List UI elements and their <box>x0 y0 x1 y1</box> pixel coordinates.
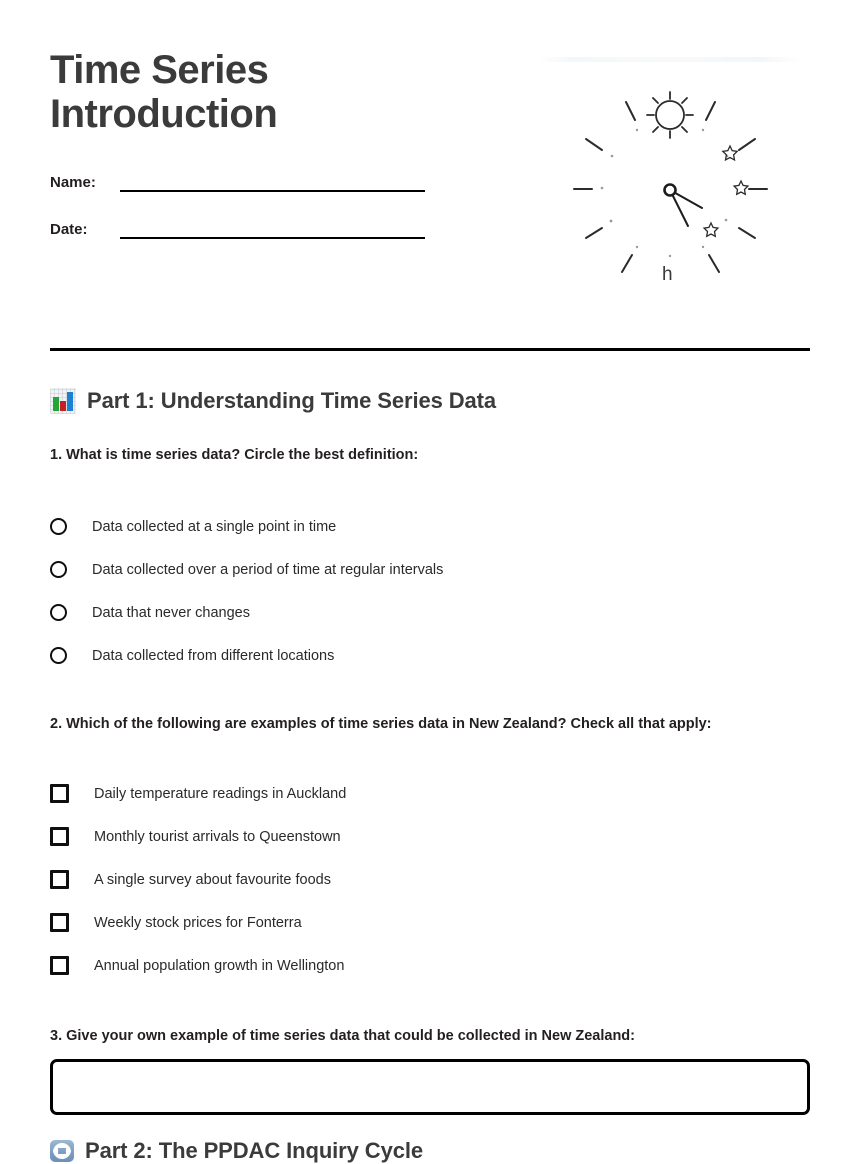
cycle-arrows-icon <box>50 1140 74 1162</box>
checkbox-option-1[interactable] <box>50 772 346 815</box>
radio-circle-icon[interactable] <box>50 561 67 578</box>
part1-heading <box>50 388 496 414</box>
radio-option-4[interactable] <box>50 634 443 677</box>
checkbox-square-icon[interactable] <box>50 827 69 846</box>
date-input-line[interactable] <box>120 218 425 239</box>
checkbox-option-5[interactable] <box>50 944 346 987</box>
checkbox-square-icon[interactable] <box>50 784 69 803</box>
radio-option-1[interactable] <box>50 505 443 548</box>
question-1-options <box>50 505 443 677</box>
question-2-prompt: 2. Which of the following are examples of time series data in New Zealand? Check all that apply: <box>50 716 712 732</box>
clock-illustration-svg <box>530 40 820 310</box>
radio-circle-icon[interactable] <box>50 518 67 535</box>
question-2-options <box>50 772 346 987</box>
clock-hands <box>670 190 702 226</box>
checkbox-square-icon[interactable] <box>50 870 69 889</box>
faint-banner-smudge <box>538 57 801 62</box>
section-divider <box>50 348 810 351</box>
part1-heading-text: Part 1: Understanding Time Series Data <box>87 388 497 413</box>
clock-hour-letter: h <box>662 264 673 285</box>
clock-center-dot <box>665 185 676 196</box>
checkbox-square-icon[interactable] <box>50 913 69 932</box>
checkbox-option-1-label: Daily temperature readings in Auckland <box>94 785 347 802</box>
radio-option-2[interactable] <box>50 548 443 591</box>
radio-option-1-label: Data collected at a single point in time <box>92 518 337 535</box>
checkbox-option-2[interactable] <box>50 815 346 858</box>
checkbox-option-5-label: Annual population growth in Wellington <box>94 957 345 974</box>
star-icon-group <box>704 146 748 236</box>
name-label: Name: <box>50 174 96 191</box>
checkbox-option-3-label: A single survey about favourite foods <box>94 871 331 888</box>
radio-option-4-label: Data collected from different locations <box>92 647 335 664</box>
question-1-prompt: 1. What is time series data? Circle the best definition: <box>50 447 419 463</box>
part2-heading <box>50 1138 423 1164</box>
radio-circle-icon[interactable] <box>50 604 67 621</box>
name-field-row <box>50 162 425 192</box>
page-title: Time Series Introduction <box>50 48 278 136</box>
radio-option-3-label: Data that never changes <box>92 604 250 621</box>
worksheet-header <box>50 48 520 238</box>
sun-icon <box>647 92 693 138</box>
checkbox-option-4[interactable] <box>50 901 346 944</box>
checkbox-option-2-label: Monthly tourist arrivals to Queenstown <box>94 828 341 845</box>
date-label: Date: <box>50 221 88 238</box>
date-field-row <box>50 209 425 239</box>
checkbox-option-3[interactable] <box>50 858 346 901</box>
part2-heading-text: Part 2: The PPDAC Inquiry Cycle <box>85 1138 423 1163</box>
radio-option-3[interactable] <box>50 591 443 634</box>
radio-option-2-label: Data collected over a period of time at regular intervals <box>92 561 444 578</box>
clock-illustration <box>530 40 820 310</box>
radio-circle-icon[interactable] <box>50 647 67 664</box>
question-3-prompt: 3. Give your own example of time series data that could be collected in New Zealand: <box>50 1028 635 1044</box>
bar-chart-icon <box>50 388 76 414</box>
checkbox-square-icon[interactable] <box>50 956 69 975</box>
checkbox-option-4-label: Weekly stock prices for Fonterra <box>94 914 302 931</box>
question-3-answer-box[interactable] <box>50 1059 810 1115</box>
name-input-line[interactable] <box>120 171 425 192</box>
